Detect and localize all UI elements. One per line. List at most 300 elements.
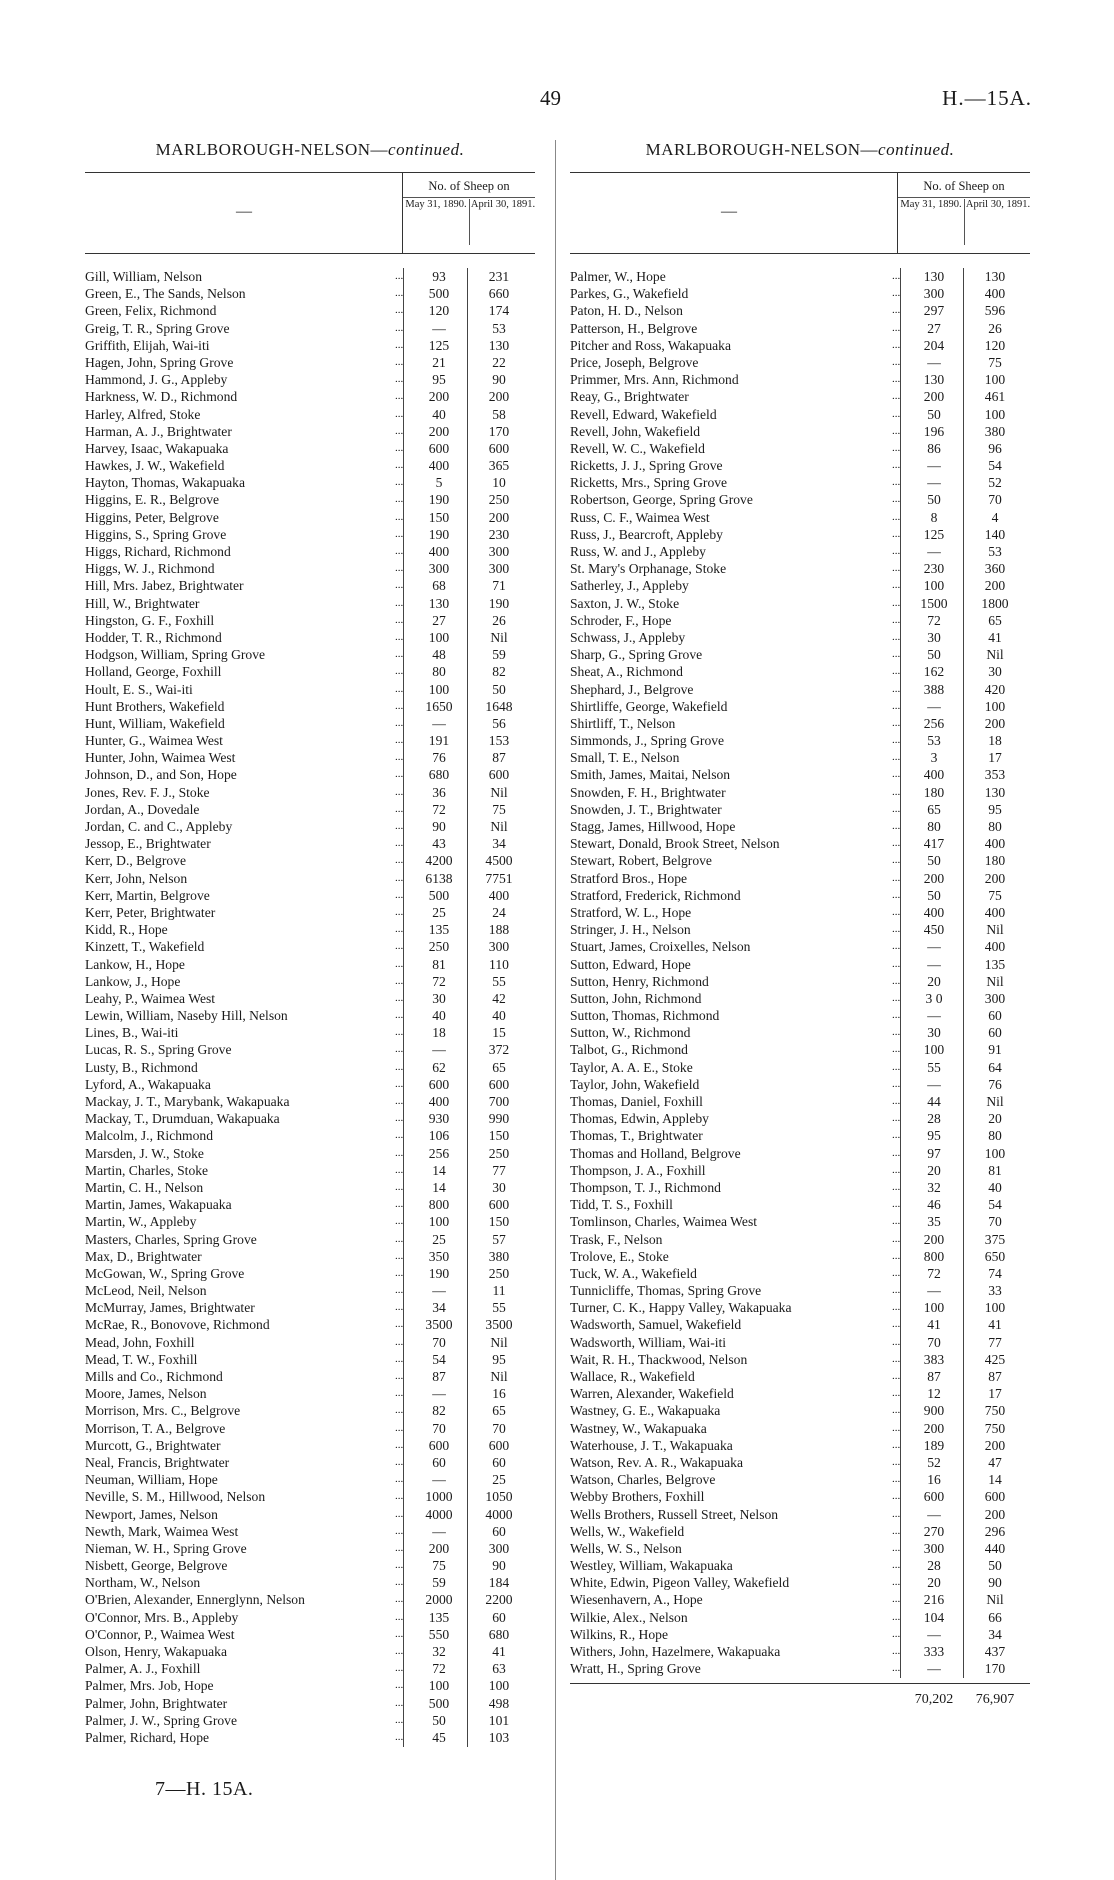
owner-name: Hodder, T. R., Richmond	[85, 629, 222, 645]
sheep-april-1891: 135	[984, 956, 1006, 972]
sheep-may-1890: 400	[428, 458, 450, 474]
sheep-april-1891: 1800	[981, 595, 1009, 611]
leader-dots: ...	[395, 287, 404, 300]
leader-dots: ...	[892, 699, 901, 712]
sheep-april-1891: 50	[988, 1558, 1002, 1574]
leader-dots: ...	[892, 802, 901, 815]
owner-name: Hodgson, William, Spring Grove	[85, 647, 266, 663]
column-rule	[900, 268, 901, 1678]
sheep-may-1890: 680	[428, 767, 450, 783]
leader-dots: ...	[395, 940, 404, 953]
sheep-may-1890: 104	[923, 1609, 945, 1625]
leader-dots: ...	[395, 1627, 404, 1640]
leader-dots: ...	[395, 751, 404, 764]
sheep-april-1891: 1648	[485, 698, 513, 714]
table-row	[570, 801, 1030, 818]
owner-name: Kerr, D., Belgrove	[85, 853, 186, 869]
table-row	[570, 1660, 1030, 1677]
right-table-header	[570, 172, 1030, 254]
table-row	[570, 870, 1030, 887]
owner-name: Waterhouse, J. T., Wakapuaka	[570, 1437, 733, 1453]
left-rows	[85, 268, 535, 1746]
sheep-april-1891: 40	[988, 1179, 1002, 1195]
owner-name: Hunter, John, Waimea West	[85, 750, 236, 766]
owner-name: Kerr, John, Nelson	[85, 870, 188, 886]
leader-dots: ...	[892, 1095, 901, 1107]
sheep-may-1890: 200	[923, 870, 945, 886]
leader-dots: ...	[395, 1163, 404, 1176]
leader-dots: ...	[892, 390, 901, 403]
table-row	[570, 285, 1030, 302]
sheep-may-1890: 5	[435, 475, 443, 491]
sheep-may-1890: 100	[923, 1042, 945, 1058]
sheep-may-1890: 48	[432, 647, 446, 663]
leader-dots: ...	[395, 1404, 404, 1417]
left-header-dash: —	[236, 203, 252, 220]
table-row	[570, 1488, 1030, 1505]
sheep-may-1890: 189	[923, 1437, 945, 1453]
sheep-april-1891: 660	[488, 286, 510, 302]
leader-dots: ...	[892, 562, 901, 575]
leader-dots: ...	[892, 940, 901, 953]
sheep-may-1890: —	[927, 1626, 941, 1642]
owner-name: Johnson, D., and Son, Hope	[85, 767, 237, 783]
owner-name: Hingston, G. F., Foxhill	[85, 612, 215, 628]
sheep-may-1890: 4000	[425, 1506, 453, 1522]
sheep-may-1890: 59	[432, 1575, 446, 1591]
table-row	[570, 1041, 1030, 1058]
sheep-april-1891: 100	[984, 372, 1006, 388]
leader-dots: ...	[892, 974, 901, 987]
sheep-april-1891: 90	[492, 372, 506, 388]
owner-name: Kerr, Peter, Brightwater	[85, 904, 216, 920]
leader-dots: ...	[892, 1421, 901, 1434]
leader-dots: ...	[892, 1404, 901, 1417]
sheep-may-1890: 200	[923, 1420, 945, 1436]
leader-dots: ...	[892, 1490, 901, 1503]
owner-name: Primmer, Mrs. Ann, Richmond	[570, 372, 739, 388]
right-header-dash: —	[721, 203, 737, 220]
leader-dots: ...	[892, 1645, 901, 1657]
left-header-col2: April 30, 1891.	[469, 199, 536, 245]
sheep-may-1890: 350	[428, 1248, 450, 1264]
sheep-may-1890: 76	[432, 750, 446, 766]
sheep-may-1890: 35	[927, 1214, 941, 1230]
sheep-may-1890: 400	[428, 544, 450, 559]
right-column	[570, 140, 1030, 1718]
leader-dots: ...	[395, 1146, 404, 1159]
leader-dots: ...	[395, 562, 404, 575]
owner-name: Nieman, W. H., Spring Grove	[85, 1540, 247, 1556]
sheep-april-1891: 425	[984, 1351, 1006, 1367]
totals-row	[570, 1683, 1030, 1718]
sheep-may-1890: 40	[432, 406, 446, 422]
table-row	[570, 560, 1030, 577]
sheep-april-1891: 95	[988, 801, 1002, 817]
sheep-april-1891: 17	[988, 1386, 1002, 1402]
sheep-may-1890: 36	[432, 784, 446, 800]
leader-dots: ...	[892, 1662, 901, 1675]
sheep-may-1890: 400	[923, 767, 945, 783]
leader-dots: ...	[892, 373, 901, 386]
leader-dots: ...	[395, 630, 404, 643]
sheep-may-1890: 200	[428, 389, 450, 405]
leader-dots: ...	[892, 1215, 901, 1228]
sheep-may-1890: 190	[428, 1265, 450, 1281]
leader-dots: ...	[892, 1473, 901, 1486]
table-row	[570, 1265, 1030, 1282]
leader-dots: ...	[892, 716, 901, 729]
sheep-april-1891: 300	[488, 939, 510, 955]
leader-dots: ...	[892, 785, 901, 798]
right-heading-text: MARLBOROUGH-NELSON—	[645, 140, 879, 159]
leader-dots: ...	[892, 1576, 901, 1589]
sheep-may-1890: 106	[428, 1128, 450, 1144]
owner-name: Palmer, W., Hope	[570, 269, 666, 284]
leader-dots: ...	[395, 905, 404, 918]
owner-name: Hoult, E. S., Wai-iti	[85, 681, 193, 697]
sheep-april-1891: 170	[984, 1661, 1006, 1677]
sheep-may-1890: 82	[432, 1403, 446, 1419]
owner-name: Lucas, R. S., Spring Grove	[85, 1042, 232, 1058]
owner-name: Parkes, G., Wakefield	[570, 286, 689, 302]
leader-dots: ...	[892, 1455, 901, 1468]
sheep-april-1891: 100	[984, 1300, 1006, 1316]
sheep-april-1891: 200	[984, 1506, 1006, 1522]
owner-name: Gill, William, Nelson	[85, 269, 203, 284]
owner-name: Wells, W., Wakefield	[570, 1523, 685, 1539]
leader-dots: ...	[395, 1249, 404, 1262]
leader-dots: ...	[892, 854, 901, 867]
sheep-april-1891: 90	[492, 1558, 506, 1574]
sheep-april-1891: 65	[988, 612, 1002, 628]
table-row	[570, 1540, 1030, 1557]
leader-dots: ...	[395, 1730, 404, 1743]
sheep-april-1891: 64	[988, 1059, 1002, 1075]
owner-name: Morrison, Mrs. C., Belgrove	[85, 1403, 241, 1419]
sheep-may-1890: 1000	[425, 1489, 453, 1505]
owner-name: Higgins, E. R., Belgrove	[85, 492, 220, 508]
table-row	[570, 1385, 1030, 1402]
table-row	[570, 1368, 1030, 1385]
owner-name: Schroder, F., Hope	[570, 612, 672, 628]
owner-name: Hunt, William, Wakefield	[85, 715, 225, 731]
page-footer: 7—H. 15A.	[155, 1778, 254, 1800]
leader-dots: ...	[395, 923, 404, 936]
leader-dots: ...	[892, 1266, 901, 1279]
leader-dots: ...	[395, 1335, 404, 1348]
sheep-april-1891: 101	[488, 1712, 510, 1728]
sheep-april-1891: 95	[492, 1351, 506, 1367]
sheep-april-1891: Nil	[490, 819, 508, 834]
leader-dots: ...	[892, 1438, 901, 1451]
sheep-may-1890: 125	[923, 526, 945, 542]
owner-name: Kinzett, T., Wakefield	[85, 939, 205, 955]
sheep-may-1890: 600	[428, 1437, 450, 1453]
leader-dots: ...	[395, 1266, 404, 1279]
leader-dots: ...	[395, 1610, 404, 1623]
sheep-april-1891: Nil	[490, 629, 508, 645]
owner-name: Sutton, Edward, Hope	[570, 956, 691, 972]
sheep-may-1890: 388	[923, 681, 945, 697]
sheep-april-1891: 90	[988, 1575, 1002, 1591]
sheep-may-1890: 200	[428, 423, 450, 439]
sheep-april-1891: 372	[488, 1042, 510, 1058]
owner-name: Shirtliffe, George, Wakefield	[570, 698, 728, 714]
owner-name: Paton, H. D., Nelson	[570, 303, 683, 319]
sheep-may-1890: 95	[927, 1128, 941, 1144]
leader-dots: ...	[395, 1645, 404, 1657]
owner-name: Ricketts, Mrs., Spring Grove	[570, 475, 728, 491]
table-row	[570, 1506, 1030, 1523]
table-row	[570, 354, 1030, 371]
leader-dots: ...	[892, 1180, 901, 1193]
leader-dots: ...	[395, 820, 404, 832]
sheep-april-1891: 52	[988, 475, 1002, 491]
sheep-may-1890: —	[432, 715, 446, 731]
sheep-april-1891: 60	[492, 1523, 506, 1539]
owner-name: Withers, John, Hazelmere, Wakapuaka	[570, 1644, 781, 1659]
sheep-april-1891: 250	[488, 492, 510, 508]
sheep-may-1890: 191	[428, 733, 450, 749]
sheep-may-1890: 800	[428, 1197, 450, 1213]
owner-name: Patterson, H., Belgrove	[570, 320, 698, 336]
sheep-may-1890: 216	[923, 1592, 945, 1608]
leader-dots: ...	[892, 1559, 901, 1572]
owner-name: Stewart, Donald, Brook Street, Nelson	[570, 836, 780, 852]
table-row	[570, 1145, 1030, 1162]
owner-name: Stratford, W. L., Hope	[570, 904, 692, 920]
table-row	[570, 423, 1030, 440]
sheep-may-1890: —	[927, 1506, 941, 1522]
sheep-may-1890: 72	[432, 801, 446, 817]
leader-dots: ...	[395, 1370, 404, 1382]
table-row	[570, 543, 1030, 560]
leader-dots: ...	[892, 1163, 901, 1176]
sheep-april-1891: 200	[488, 389, 510, 405]
leader-dots: ...	[892, 1387, 901, 1400]
leader-dots: ...	[892, 304, 901, 317]
table-row	[570, 302, 1030, 319]
sheep-april-1891: 55	[492, 973, 506, 989]
sheep-may-1890: 14	[432, 1162, 446, 1178]
sheep-may-1890: 300	[428, 561, 450, 577]
leader-dots: ...	[395, 510, 404, 523]
table-row	[570, 818, 1030, 835]
leader-dots: ...	[395, 270, 404, 282]
sheep-april-1891: 100	[984, 406, 1006, 422]
owner-name: Wallace, R., Wakefield	[570, 1369, 695, 1384]
sheep-april-1891: Nil	[986, 922, 1004, 938]
table-row	[570, 715, 1030, 732]
table-row	[570, 1248, 1030, 1265]
table-row	[570, 1007, 1030, 1024]
sheep-may-1890: 60	[432, 1454, 446, 1470]
right-heading-italic: continued.	[878, 140, 955, 159]
owner-name: Stagg, James, Hillwood, Hope	[570, 819, 736, 834]
sheep-april-1891: 60	[492, 1609, 506, 1625]
table-row	[570, 337, 1030, 354]
leader-dots: ...	[892, 682, 901, 695]
sheep-april-1891: 82	[492, 664, 506, 680]
sheep-april-1891: 100	[984, 698, 1006, 714]
sheep-may-1890: 41	[927, 1317, 941, 1333]
leader-dots: ...	[892, 1284, 901, 1297]
owner-name: Warren, Alexander, Wakefield	[570, 1386, 734, 1402]
sheep-april-1891: 990	[488, 1111, 510, 1127]
leader-dots: ...	[892, 1301, 901, 1314]
sheep-april-1891: 57	[492, 1231, 506, 1247]
owner-name: Higgins, Peter, Belgrove	[85, 509, 219, 525]
sheep-april-1891: 16	[492, 1386, 506, 1402]
sheep-may-1890: 25	[432, 1231, 446, 1247]
table-row	[570, 1179, 1030, 1196]
sheep-may-1890: 52	[927, 1454, 941, 1470]
table-row	[570, 1196, 1030, 1213]
leader-dots: ...	[892, 768, 901, 781]
sheep-may-1890: 40	[432, 1008, 446, 1024]
left-header-col1: May 31, 1890.	[405, 199, 467, 210]
leader-dots: ...	[892, 1146, 901, 1159]
owner-name: Palmer, John, Brightwater	[85, 1695, 228, 1711]
owner-name: McLeod, Neil, Nelson	[85, 1283, 207, 1299]
table-row	[570, 1420, 1030, 1437]
table-row	[570, 852, 1030, 869]
leader-dots: ...	[395, 1318, 404, 1331]
sheep-may-1890: 20	[927, 973, 941, 989]
sheep-may-1890: 2000	[425, 1592, 453, 1608]
table-row	[570, 1643, 1030, 1660]
owner-name: Tuck, W. A., Wakefield	[570, 1265, 697, 1281]
leader-dots: ...	[892, 424, 901, 437]
table-row	[570, 904, 1030, 921]
sheep-april-1891: 750	[984, 1403, 1006, 1419]
sheep-april-1891: 34	[988, 1626, 1002, 1642]
sheep-april-1891: 18	[988, 733, 1002, 749]
owner-name: Lyford, A., Wakapuaka	[85, 1076, 211, 1092]
sheep-april-1891: 380	[488, 1248, 510, 1264]
sheep-may-1890: 72	[432, 973, 446, 989]
table-row	[570, 1557, 1030, 1574]
owner-name: Pitcher and Ross, Wakapuaka	[570, 337, 731, 353]
table-row	[570, 388, 1030, 405]
leader-dots: ...	[892, 1335, 901, 1348]
owner-name: Hunter, G., Waimea West	[85, 733, 223, 749]
sheep-may-1890: 120	[428, 303, 450, 319]
sheep-april-1891: 300	[984, 990, 1006, 1006]
sheep-may-1890: 86	[927, 440, 941, 456]
sheep-may-1890: 87	[432, 1369, 446, 1384]
sheep-may-1890: 20	[927, 1162, 941, 1178]
table-row	[570, 1402, 1030, 1419]
leader-dots: ...	[395, 1559, 404, 1572]
sheep-april-1891: 14	[988, 1472, 1002, 1488]
owner-name: Ricketts, J. J., Spring Grove	[570, 458, 723, 474]
sheep-april-1891: 87	[492, 750, 506, 766]
leader-dots: ...	[395, 1490, 404, 1503]
owner-name: Lankow, H., Hope	[85, 956, 185, 972]
owner-name: Mackay, J. T., Marybank, Wakapuaka	[85, 1094, 290, 1109]
leader-dots: ...	[892, 1627, 901, 1640]
owner-name: Snowden, F. H., Brightwater	[570, 784, 726, 800]
owner-name: Wastney, W., Wakapuaka	[570, 1420, 707, 1436]
leader-dots: ...	[395, 527, 404, 540]
owner-name: Palmer, A. J., Foxhill	[85, 1661, 201, 1677]
leader-dots: ...	[395, 579, 404, 592]
owner-name: St. Mary's Orphanage, Stoke	[570, 561, 727, 577]
sheep-april-1891: 750	[984, 1420, 1006, 1436]
leader-dots: ...	[892, 923, 901, 936]
table-row	[570, 973, 1030, 990]
leader-dots: ...	[395, 888, 404, 901]
sheep-april-1891: 140	[984, 526, 1006, 542]
sheep-may-1890: 450	[923, 922, 945, 938]
table-row	[570, 1609, 1030, 1626]
sheep-april-1891: 63	[492, 1661, 506, 1677]
table-row	[570, 1024, 1030, 1041]
sheep-april-1891: 55	[492, 1300, 506, 1316]
owner-name: O'Connor, P., Waimea West	[85, 1626, 235, 1642]
sheep-april-1891: 75	[492, 801, 506, 817]
leader-dots: ...	[395, 837, 404, 850]
sheep-may-1890: 50	[927, 647, 941, 663]
sheep-april-1891: 600	[984, 1489, 1006, 1505]
sheep-may-1890: 72	[927, 1265, 941, 1281]
right-header-col2: April 30, 1891.	[964, 199, 1031, 245]
leader-dots: ...	[395, 768, 404, 781]
leader-dots: ...	[892, 820, 901, 832]
sheep-april-1891: 300	[488, 1540, 510, 1556]
leader-dots: ...	[892, 837, 901, 850]
sheep-may-1890: 600	[923, 1489, 945, 1505]
sheep-may-1890: 32	[927, 1179, 941, 1195]
owner-name: Thompson, J. A., Foxhill	[570, 1162, 706, 1178]
sheep-april-1891: 353	[984, 767, 1006, 783]
table-row	[570, 990, 1030, 1007]
sheep-april-1891: 461	[984, 389, 1006, 405]
leader-dots: ...	[892, 1507, 901, 1520]
table-row	[570, 732, 1030, 749]
sheep-may-1890: 230	[923, 561, 945, 577]
sheep-april-1891: 70	[492, 1420, 506, 1436]
leader-dots: ...	[892, 493, 901, 506]
leader-dots: ...	[395, 1696, 404, 1709]
leader-dots: ...	[395, 1507, 404, 1520]
table-row	[570, 646, 1030, 663]
sheep-may-1890: 70	[432, 1334, 446, 1350]
owner-name: Thompson, T. J., Richmond	[570, 1179, 721, 1195]
leader-dots: ...	[395, 1713, 404, 1726]
sheep-april-1891: 2200	[485, 1592, 513, 1608]
document-reference: H.—15A.	[942, 86, 1032, 110]
table-row	[570, 1093, 1030, 1110]
sheep-may-1890: 550	[428, 1626, 450, 1642]
owner-name: Russ, W. and J., Appleby	[570, 544, 706, 559]
leader-dots: ...	[892, 476, 901, 489]
leader-dots: ...	[395, 785, 404, 798]
sheep-may-1890: 55	[927, 1059, 941, 1075]
table-row	[570, 887, 1030, 904]
leader-dots: ...	[395, 390, 404, 403]
sheep-may-1890: —	[432, 1523, 446, 1539]
owner-name: Morrison, T. A., Belgrove	[85, 1420, 226, 1436]
owner-name: Lines, B., Wai-iti	[85, 1025, 179, 1041]
owner-name: Watson, Rev. A. R., Wakapuaka	[570, 1454, 743, 1470]
owner-name: Robertson, George, Spring Grove	[570, 492, 753, 508]
leader-dots: ...	[395, 1576, 404, 1589]
sheep-may-1890: 44	[927, 1094, 941, 1109]
table-row	[570, 457, 1030, 474]
